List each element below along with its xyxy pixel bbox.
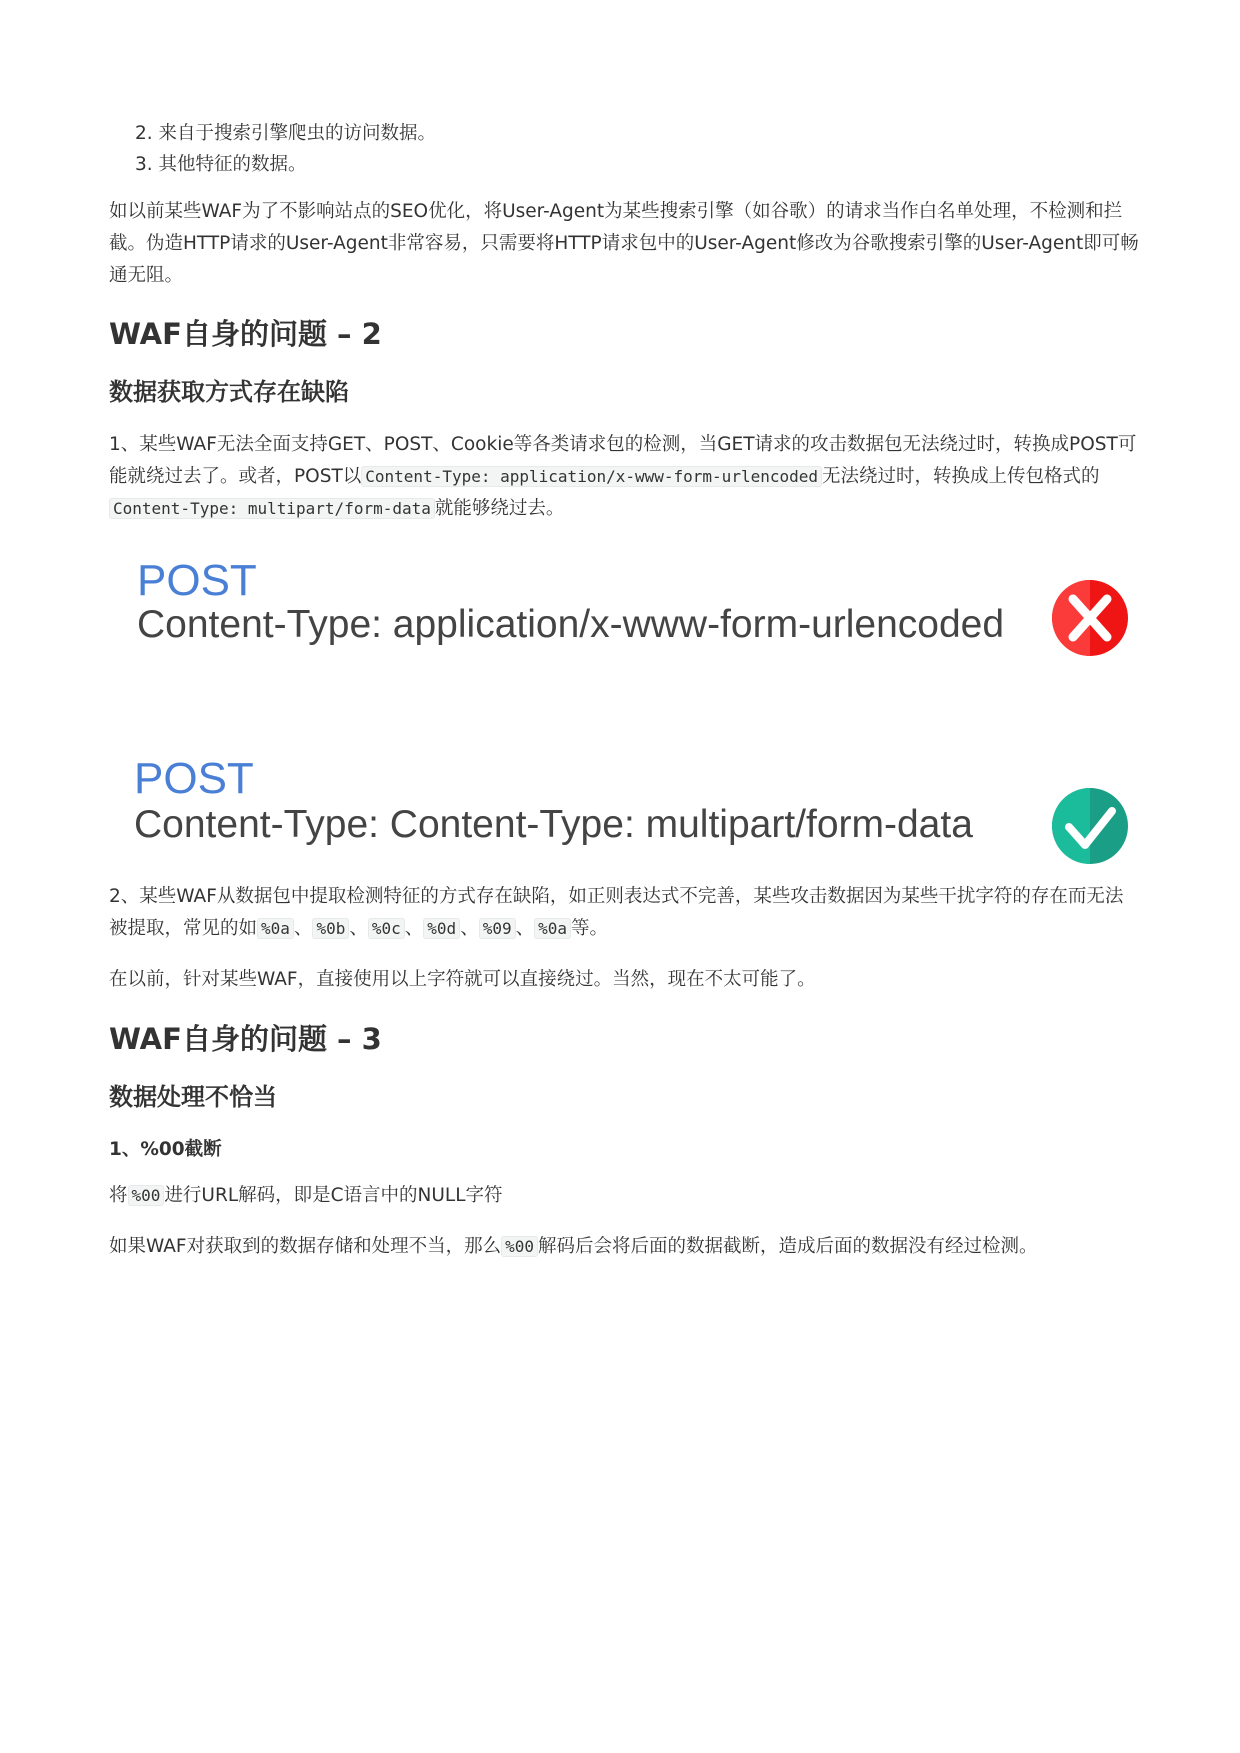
separator: 、 xyxy=(404,918,424,939)
method-label: POST xyxy=(134,754,254,803)
text: 2、某些WAF从数据包中提取检测特征的方式存在缺陷，如正则表达式不完善，某些攻击数据因为某些干扰字符的存在而无法被提取，常见的如 xyxy=(109,886,1124,939)
inline-code: Content-Type: multipart/form-data xyxy=(109,498,435,519)
subheading-data-processing: 数据处理不恰当 xyxy=(109,1083,277,1111)
separator: 、 xyxy=(515,918,535,939)
inline-code: %0d xyxy=(423,918,460,939)
method-label: POST xyxy=(137,556,257,605)
text: 无法绕过时，转换成上传包格式的 xyxy=(822,466,1100,487)
list-item: 3. 其他特征的数据。 xyxy=(135,154,307,175)
inline-code: Content-Type: application/x-www-form-urlencoded xyxy=(361,466,822,487)
heading-waf-3: WAF自身的问题 – 3 xyxy=(109,1022,382,1056)
inline-code: %00 xyxy=(128,1185,165,1206)
inline-code: %09 xyxy=(479,918,516,939)
paragraph-seo: 如以前某些WAF为了不影响站点的SEO优化，将User-Agent为某些搜索引擎（如谷歌）的请求当作白名单处理，不检测和拦截。伪造HTTP请求的User-Agent非常容易，只需要将HTTP请求包中的User-Agent修改为谷歌搜索引擎的User-Agent即可畅通无阻。 xyxy=(109,201,1139,286)
content-type-label: Content-Type: Content-Type: multipart/form-data xyxy=(134,803,973,846)
list-item: 2. 来自于搜索引擎爬虫的访问数据。 xyxy=(135,123,437,144)
separator: 、 xyxy=(460,918,479,939)
inline-code: %00 xyxy=(501,1236,538,1257)
separator: 、 xyxy=(349,918,368,939)
text: 如果WAF对获取到的数据存储和处理不当，那么 xyxy=(109,1236,502,1257)
text: 就能够绕过去。 xyxy=(434,498,565,519)
inline-code: %0a xyxy=(257,918,294,939)
paragraph-5 xyxy=(109,1231,1139,1263)
inline-code: %0b xyxy=(312,918,349,939)
inline-code: %0c xyxy=(368,918,405,939)
content-type-label: Content-Type: application/x-www-form-urlencoded xyxy=(137,603,1005,646)
green-check-icon xyxy=(1051,787,1129,865)
text: 进行URL解码，即是C语言中的NULL字符 xyxy=(164,1185,503,1206)
heading-null-truncation: 1、%00截断 xyxy=(109,1139,222,1160)
text: 解码后会将后面的数据截断，造成后面的数据没有经过检测。 xyxy=(538,1236,1038,1257)
text: 1、某些WAF无法全面支持GET、POST、Cookie等各类请求包的检测，当GET请求的攻击数据包无法绕过时，转换成POST可能就绕过去了。或者，POST以 xyxy=(109,434,1137,487)
paragraph-4 xyxy=(109,1180,1139,1212)
subheading-data-acquisition: 数据获取方式存在缺陷 xyxy=(109,378,349,406)
red-x-icon xyxy=(1051,579,1129,657)
text: 将 xyxy=(109,1185,128,1206)
inline-code: %0a xyxy=(534,918,571,939)
paragraph-2 xyxy=(109,881,1139,945)
heading-waf-2: WAF自身的问题 – 2 xyxy=(109,317,382,351)
paragraph-3: 在以前，针对某些WAF，直接使用以上字符就可以直接绕过。当然，现在不太可能了。 xyxy=(109,969,816,990)
paragraph-1 xyxy=(109,429,1139,525)
text: 等。 xyxy=(571,918,609,939)
separator: 、 xyxy=(293,918,313,939)
